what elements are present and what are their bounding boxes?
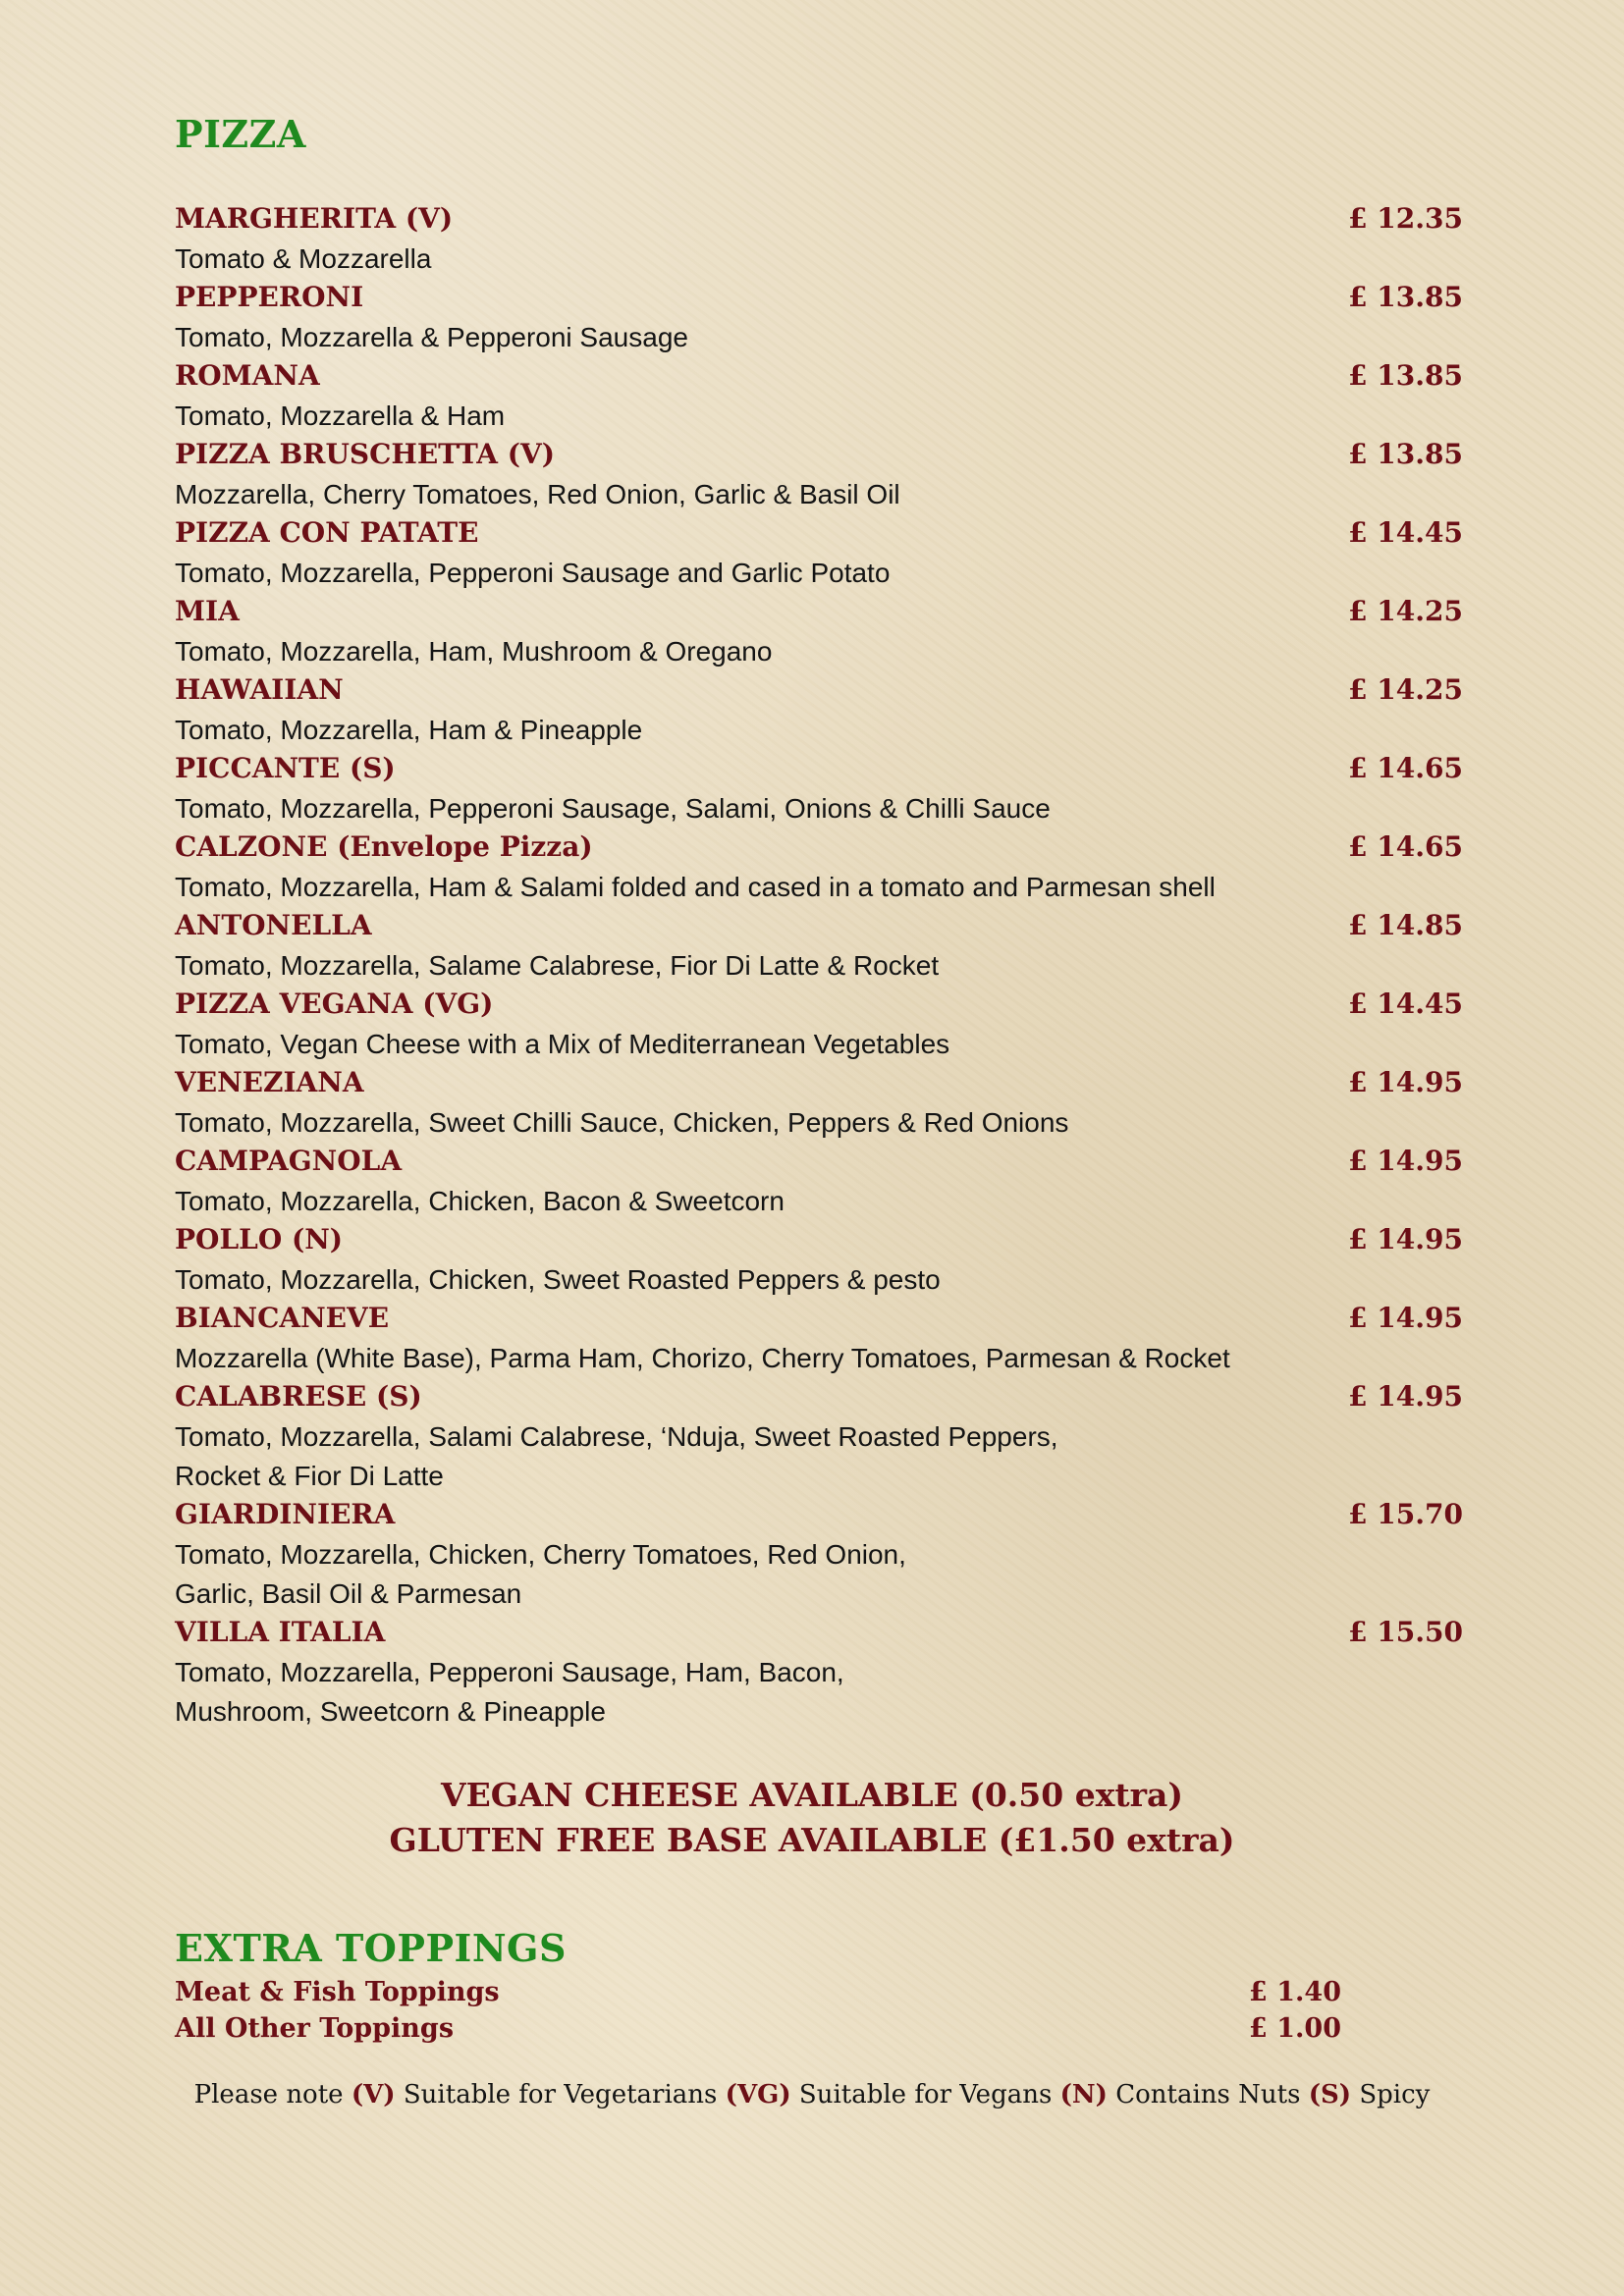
item-price: £ 14.65 [1348,830,1463,863]
item-price: £ 14.95 [1348,1145,1463,1177]
item-price: £ 13.85 [1348,359,1463,392]
legend-text-n: Contains Nuts [1115,2080,1301,2109]
menu-item [175,436,1463,514]
legend-code-v: (V) [351,2080,396,2109]
legend-text-v: Suitable for Vegetarians [403,2080,718,2109]
item-description: Tomato, Mozzarella & Pepperoni Sausage [175,322,688,352]
menu-item [175,671,1463,750]
legend-text-s: Spicy [1359,2080,1431,2109]
item-name: PIZZA VEGANA (VG) [175,988,494,1020]
item-description: Tomato, Mozzarella, Pepperoni Sausage, Ham, Bacon, Mushroom, Sweetcorn & Pineapple [175,1657,844,1727]
extra-topping-label: Meat & Fish Toppings [175,1977,500,2007]
item-description: Tomato, Mozzarella, Ham, Mushroom & Oregano [175,636,773,667]
item-name: POLLO (N) [175,1223,344,1255]
item-name: PIZZA CON PATATE [175,516,479,549]
pizza-menu-list [175,200,1463,1732]
legend-prefix: Please note [193,2080,344,2109]
menu-item [175,1221,1463,1300]
menu-item [175,1064,1463,1143]
menu-item [175,514,1463,593]
item-price: £ 14.85 [1348,909,1463,941]
item-name: VENEZIANA [175,1066,364,1098]
item-price: £ 14.95 [1348,1302,1463,1334]
legend-code-n: (N) [1059,2080,1108,2109]
legend-code-vg: (VG) [725,2080,791,2109]
menu-item [175,1300,1463,1378]
menu-item [175,357,1463,436]
dietary-legend [0,2075,1624,2114]
item-description: Tomato, Mozzarella & Ham [175,400,506,431]
menu-item [175,1614,1463,1732]
item-name: PICCANTE (S) [175,752,396,784]
item-description: Tomato, Mozzarella, Salami Calabrese, ‘Nduja, Sweet Roasted Peppers, Rocket & Fior Di Latte [175,1421,1058,1491]
item-price: £ 15.50 [1348,1616,1463,1648]
pizza-section-title: PIZZA [175,112,306,156]
menu-item [175,1143,1463,1221]
item-description: Tomato, Mozzarella, Pepperoni Sausage, Salami, Onions & Chilli Sauce [175,793,1051,824]
item-name: GIARDINIERA [175,1498,396,1530]
item-price: £ 14.25 [1348,595,1463,627]
menu-item [175,1378,1463,1496]
item-description: Mozzarella, Cherry Tomatoes, Red Onion, Garlic & Basil Oil [175,479,900,509]
menu-item [175,593,1463,671]
extra-topping-price: £ 1.00 [1249,2013,1341,2044]
item-description: Tomato, Mozzarella, Ham & Salami folded and cased in a tomato and Parmesan shell [175,872,1216,902]
item-name: CALZONE (Envelope Pizza) [175,830,593,863]
menu-item [175,907,1463,986]
item-name: PEPPERONI [175,281,364,313]
extra-topping-label: All Other Toppings [175,2013,455,2044]
item-description: Tomato, Mozzarella, Chicken, Cherry Tomatoes, Red Onion, Garlic, Basil Oil & Parmesan [175,1539,906,1609]
item-name: ROMANA [175,359,320,392]
item-name: CAMPAGNOLA [175,1145,403,1177]
menu-item [175,200,1463,279]
item-price: £ 14.45 [1348,988,1463,1020]
item-description: Mozzarella (White Base), Parma Ham, Chorizo, Cherry Tomatoes, Parmesan & Rocket [175,1343,1230,1373]
item-price: £ 14.95 [1348,1380,1463,1413]
item-name: HAWAIIAN [175,673,344,706]
extra-topping-row [175,1975,1341,2011]
extra-topping-row [175,2011,1341,2048]
menu-item [175,750,1463,828]
menu-item [175,279,1463,357]
item-name: BIANCANEVE [175,1302,390,1334]
item-description: Tomato, Mozzarella, Salame Calabrese, Fior Di Latte & Rocket [175,950,940,981]
item-name: VILLA ITALIA [175,1616,386,1648]
item-name: MIA [175,595,240,627]
item-name: PIZZA BRUSCHETTA (V) [175,438,555,470]
item-description: Tomato, Vegan Cheese with a Mix of Mediterranean Vegetables [175,1029,950,1059]
legend-text-vg: Suitable for Vegans [798,2080,1053,2109]
vegan-cheese-note: VEGAN CHEESE AVAILABLE (0.50 extra) [440,1776,1184,1814]
extra-toppings-list [175,1975,1341,2048]
item-name: CALABRESE (S) [175,1380,422,1413]
menu-item [175,828,1463,907]
item-price: £ 13.85 [1348,438,1463,470]
item-description: Tomato, Mozzarella, Ham & Pineapple [175,715,643,745]
item-price: £ 14.65 [1348,752,1463,784]
menu-item [175,1496,1463,1614]
item-price: £ 15.70 [1348,1498,1463,1530]
item-description: Tomato, Mozzarella, Chicken, Bacon & Sweetcorn [175,1186,785,1216]
menu-item [175,986,1463,1064]
extra-topping-price: £ 1.40 [1249,1977,1341,2007]
item-description: Tomato & Mozzarella [175,243,432,274]
item-price: £ 13.85 [1348,281,1463,313]
item-price: £ 14.95 [1348,1066,1463,1098]
item-description: Tomato, Mozzarella, Chicken, Sweet Roasted Peppers & pesto [175,1264,941,1295]
item-description: Tomato, Mozzarella, Pepperoni Sausage and Garlic Potato [175,558,891,588]
item-price: £ 14.25 [1348,673,1463,706]
item-name: ANTONELLA [175,909,372,941]
item-price: £ 14.95 [1348,1223,1463,1255]
item-price: £ 14.45 [1348,516,1463,549]
extra-toppings-title: EXTRA TOPPINGS [175,1926,567,1970]
gluten-free-note: GLUTEN FREE BASE AVAILABLE (£1.50 extra) [389,1821,1235,1859]
item-description: Tomato, Mozzarella, Sweet Chilli Sauce, Chicken, Peppers & Red Onions [175,1107,1069,1138]
item-name: MARGHERITA (V) [175,202,454,235]
legend-code-s: (S) [1308,2080,1352,2109]
item-price: £ 12.35 [1348,202,1463,235]
